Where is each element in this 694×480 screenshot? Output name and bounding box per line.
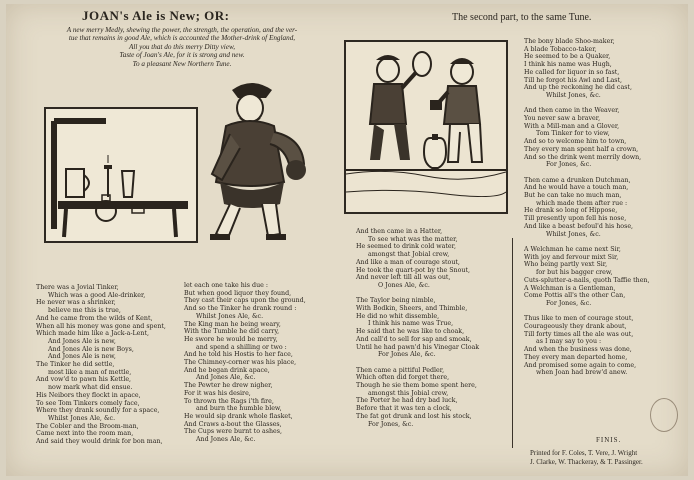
verse-line: He never was a shrinker, bbox=[36, 299, 116, 307]
verse-line: Before that it was ten a clock, bbox=[356, 405, 452, 413]
verse-line: A Welchman is a Gentleman, bbox=[524, 284, 616, 292]
verse-column-2 bbox=[184, 282, 306, 444]
verse-line: With Bodkin, Sheers, and Thimble, bbox=[356, 305, 468, 313]
verse-line: To thrown the Rags i'th fire, bbox=[184, 397, 274, 405]
verse-line: And so the Tinker he drank round : bbox=[184, 305, 297, 313]
verse-line: when Joan had brew'd anew. bbox=[536, 369, 628, 377]
verse-line: The Taylor being nimble, bbox=[356, 297, 436, 305]
verse-line: Whilst Jones, &c. bbox=[546, 230, 601, 238]
verse-line: He swore he would be merry, bbox=[184, 335, 278, 343]
verse-line: I think his name was True, bbox=[368, 320, 454, 328]
verse-line: Though he sie them bome spent here, bbox=[356, 382, 477, 390]
verse-line: Came next into the room man, bbox=[36, 430, 134, 438]
verse-line: And like a beast befoul'd his hose, bbox=[524, 222, 634, 230]
verse-line: With the Tumble he did carry, bbox=[184, 328, 280, 336]
verse-line: And Jones Ale, &c. bbox=[196, 436, 256, 444]
verse-line: for but his bagger crew, bbox=[536, 269, 613, 277]
verse-line: most like a man of mettle, bbox=[48, 368, 132, 376]
verse-line: amongst that Jobial crew, bbox=[368, 251, 450, 259]
verse-line: For Jones Ale, &c. bbox=[378, 351, 436, 359]
verse-line: And he told his Hostis to her face, bbox=[184, 351, 293, 359]
verse-line: Whilst Jones, &c. bbox=[546, 91, 601, 99]
verse-line: And Jones Ale is new Boys, bbox=[48, 345, 134, 353]
library-stamp-icon bbox=[650, 398, 678, 432]
verse-line: amongst this Jobial crew, bbox=[368, 389, 449, 397]
verse-line: But when good liquor they found, bbox=[184, 289, 292, 297]
verse-line: They every man departed home, bbox=[524, 353, 628, 361]
intro-line: Taste of Joan's Ale, for it is strong and new. bbox=[119, 51, 245, 60]
verse-line: And vow'd to pawn his Kettle, bbox=[36, 376, 132, 384]
verse-line: When all his money was gone and spent, bbox=[36, 322, 166, 330]
verse-line: Then came a pittiful Pedler, bbox=[356, 366, 445, 374]
verse-line: He drank so long of Hippose, bbox=[524, 207, 618, 215]
verse-line: Tom Tinker for to view, bbox=[536, 130, 610, 138]
verse-line: The King man he being weary, bbox=[184, 320, 281, 328]
verse-line: The bony blade Shoo-maker, bbox=[524, 38, 615, 45]
intro-line: A new merry Medly, shewing the power, the strength, the operation, and the ver- bbox=[66, 26, 298, 34]
verse-line: And then came in a Hatter, bbox=[356, 228, 443, 235]
verse-line: But he can take no much man, bbox=[524, 192, 622, 200]
verse-line: and spend a shilling or two : bbox=[196, 343, 287, 351]
verse-line: Cuts-splutter-a-nails, quoth Taffie then, bbox=[524, 276, 650, 284]
verse-line: The Tinker he did settle, bbox=[36, 361, 115, 369]
verse-line bbox=[524, 169, 650, 177]
verse-line bbox=[524, 100, 650, 108]
verse-line: To see Tom Tinkers comely face, bbox=[36, 399, 140, 407]
verse-line: I think his name was Hugh, bbox=[524, 61, 612, 69]
verse-line: He said that he was like to choak, bbox=[356, 328, 465, 336]
verse-line: And like a man of courage stout, bbox=[356, 258, 460, 266]
verse-line: And when the business was done, bbox=[524, 346, 632, 354]
verse-line: Which made him like a Jack-a-Lent, bbox=[36, 330, 149, 338]
verse-line: And so the drink went merrily down, bbox=[524, 153, 642, 161]
verse-line: The fat got drunk and lost his stock, bbox=[356, 412, 472, 420]
verse-line: And so to welcome him to town, bbox=[524, 138, 627, 146]
verse-line: And then came in the Weaver, bbox=[524, 107, 620, 115]
column-divider bbox=[512, 238, 513, 448]
verse-line: Then came a drunken Dutchman, bbox=[524, 176, 631, 184]
verse-line: The Porter he had dry bad luck, bbox=[356, 397, 458, 405]
verse-line: And never left till all was out, bbox=[356, 274, 451, 282]
verse-column-3 bbox=[356, 228, 479, 428]
verse-column-4 bbox=[524, 38, 650, 377]
verse-line: For Jones, &c. bbox=[546, 161, 592, 169]
tavern-table-icon bbox=[46, 109, 196, 241]
verse-line: There was a Jovial Tinker, bbox=[36, 284, 119, 291]
verse-line: Till forty times all the ale was out, bbox=[524, 330, 634, 338]
tavern-table-woodcut bbox=[44, 107, 198, 243]
verse-line: Thus like to men of courage stout, bbox=[524, 315, 634, 323]
intro-line: All you that do this merry Ditty view, bbox=[128, 42, 236, 51]
verse-line: With a Mill-man and a Glover, bbox=[524, 122, 620, 130]
printer-imprint bbox=[530, 449, 643, 466]
verse-line: You never saw a braver, bbox=[524, 115, 601, 123]
two-drinkers-woodcut bbox=[344, 40, 508, 214]
verse-line: For Jones, &c. bbox=[546, 299, 592, 307]
printer-line: Printed for F. Coles, T. Vere, J. Wright bbox=[530, 449, 638, 457]
verse-line: A blade Tobacco-taker, bbox=[524, 45, 597, 53]
verse-line: With joy and fervour mixt Sir, bbox=[524, 253, 619, 261]
verse-column-1 bbox=[36, 284, 166, 446]
verse-line: believe me this is true, bbox=[48, 307, 121, 315]
verse-line: And he came from the wilds of Kent, bbox=[36, 314, 153, 322]
verse-line: He called for liquor in so fast, bbox=[524, 68, 620, 76]
verse-line: And call'd to sell for sap and smoak, bbox=[356, 335, 472, 343]
verse-line: And he began drink apace, bbox=[184, 366, 270, 374]
verse-line: Where they drank soundly for a space, bbox=[36, 407, 160, 415]
verse-line: And Jones Ale, &c. bbox=[196, 374, 256, 382]
verse-line: And up the reckoning he did cast, bbox=[524, 84, 632, 92]
verse-line: which made them after rue : bbox=[536, 199, 628, 207]
verse-line: as I may say to you : bbox=[536, 338, 602, 346]
verse-line: They every man spent half a crown, bbox=[524, 145, 639, 153]
ballad-intro bbox=[32, 26, 332, 68]
drinkers-icon bbox=[346, 42, 506, 212]
verse-line: They cast their caps upon the ground, bbox=[184, 297, 306, 305]
verse-line: And Jones Ale is new, bbox=[48, 337, 116, 345]
verse-line: For it was his desire, bbox=[184, 389, 251, 397]
verse-line: His Neibors they flockt in apace, bbox=[36, 391, 141, 399]
verse-line: Courageously they drank about, bbox=[524, 323, 627, 331]
verse-line: He took the quart-pot by the Snout, bbox=[356, 266, 470, 274]
verse-line bbox=[524, 308, 650, 316]
tinker-figure-woodcut bbox=[190, 74, 322, 246]
verse-line: Come Pottis all's the other Can, bbox=[524, 292, 626, 300]
intro-line: tue that remains in good Ale, which is accounted the Mother-drink of England, bbox=[68, 34, 296, 43]
printer-line: J. Clarke, W. Thackeray, & T. Passinger. bbox=[530, 457, 643, 466]
second-part-title: The second part, to the same Tune. bbox=[452, 12, 592, 23]
verse-line: The Cobler and the Broom-man, bbox=[36, 422, 139, 430]
verse-line bbox=[356, 359, 479, 367]
verse-line: And promised some again to come, bbox=[524, 361, 637, 369]
ballad-title: JOAN's Ale is New; OR: bbox=[82, 8, 230, 23]
verse-line: The Cups were burnt to ashes, bbox=[184, 428, 282, 436]
verse-line: and burn the humble blew, bbox=[196, 405, 282, 413]
verse-line: A Welchman he came next Sir, bbox=[524, 245, 621, 253]
verse-line: He did no whit dissemble, bbox=[356, 312, 440, 320]
verse-line: Who being partly vext Sir, bbox=[524, 261, 608, 269]
verse-line: now mark what did ensue. bbox=[48, 384, 133, 392]
verse-line: Which often did forget there, bbox=[356, 374, 450, 382]
tinker-icon bbox=[190, 74, 322, 246]
intro-line: To a pleasant New Northern Tune. bbox=[132, 59, 232, 68]
verse-line: Till presently upon fell his nose, bbox=[524, 215, 627, 223]
verse-line: Till he forgot his Awl and Last, bbox=[524, 76, 623, 84]
verse-line: And Jones Ale is new, bbox=[48, 353, 116, 361]
verse-line: He seemed to drink cold water, bbox=[356, 243, 456, 251]
verse-line: And said they would drink for bon man, bbox=[36, 438, 163, 446]
verse-line: Whilst Jones Ale, &c. bbox=[196, 312, 264, 320]
verse-line: And he would have a touch man, bbox=[524, 184, 629, 192]
verse-line: Which was a good Ale-drinker, bbox=[48, 291, 146, 299]
finis-mark: FINIS. bbox=[596, 436, 622, 444]
verse-line: Whilst Jones Ale, &c. bbox=[48, 414, 116, 422]
verse-line: let each one take his due : bbox=[184, 282, 268, 289]
verse-line: And Craws a-bout the Glasses, bbox=[184, 420, 282, 428]
verse-line: He seemed to be a Quaker, bbox=[524, 53, 611, 61]
verse-line: For Jones, &c. bbox=[368, 420, 414, 428]
verse-line: To see what was the matter, bbox=[368, 235, 458, 243]
verse-line: The Chimney-corner was his place, bbox=[184, 359, 297, 367]
verse-line: He would sip drank whole flasket, bbox=[184, 412, 293, 420]
verse-line: The Pewter he drew nigher, bbox=[184, 382, 273, 390]
verse-line bbox=[524, 238, 650, 246]
verse-line: O Jones Ale, &c. bbox=[378, 281, 430, 289]
verse-line bbox=[356, 290, 479, 298]
verse-line: Until he had pawn'd his Vinegar Cloak bbox=[356, 343, 480, 351]
